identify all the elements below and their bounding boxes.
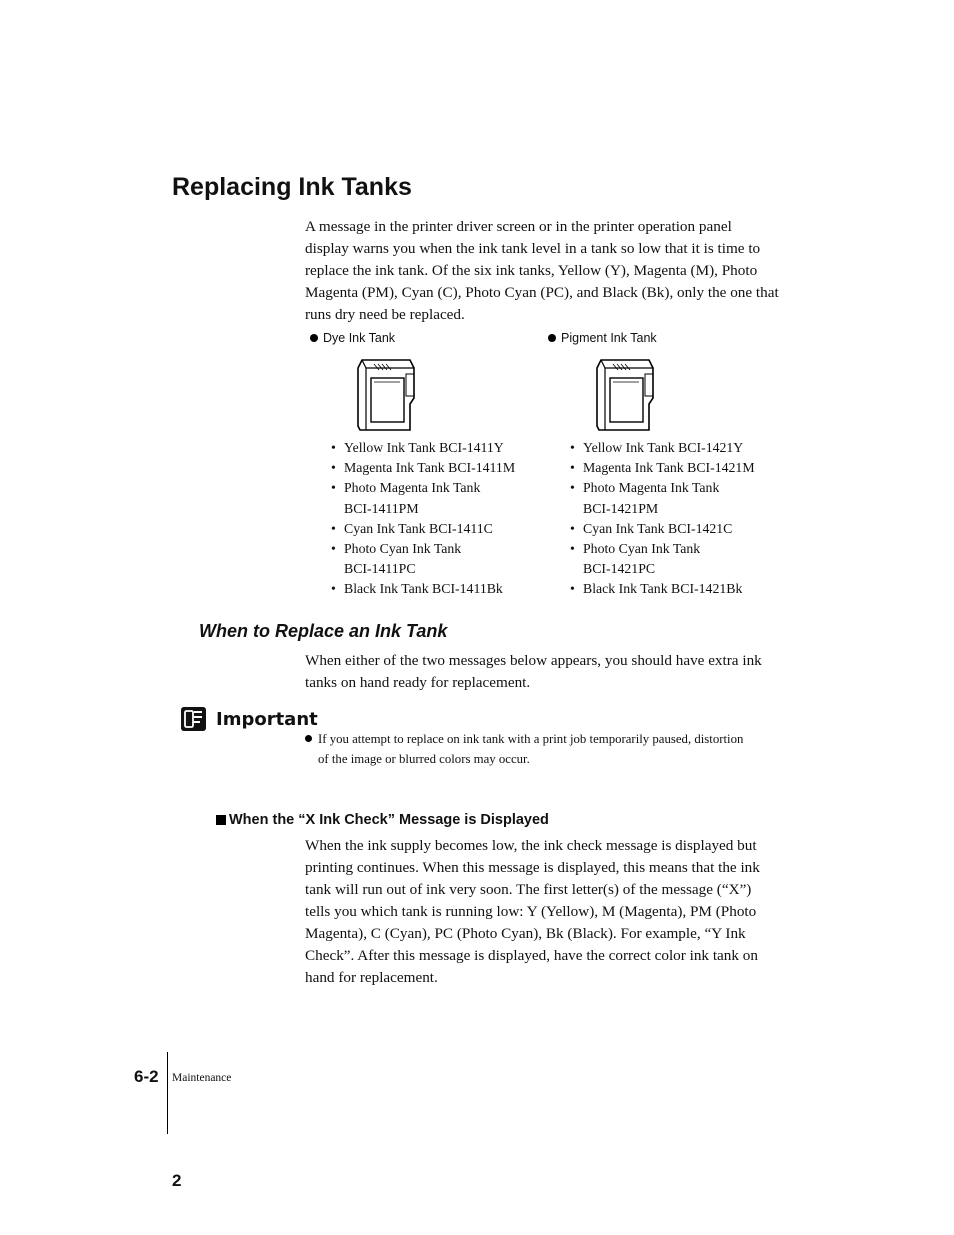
- when-to-replace-heading: When to Replace an Ink Tank: [199, 621, 448, 641]
- bullet-dot-icon: [305, 735, 312, 742]
- list-item: • Yellow Ink Tank BCI-1421Y: [570, 438, 780, 458]
- pigment-tank-list: [570, 438, 780, 600]
- bullet-dot-icon: [310, 334, 318, 342]
- page-number: 2: [172, 1171, 182, 1190]
- list-item: • Photo Magenta Ink Tank BCI-1421PM: [570, 478, 733, 518]
- pigment-column: [548, 330, 778, 346]
- important-note-line: of the image or blurred colors may occur.: [318, 752, 530, 766]
- important-note-text: If you attempt to replace on ink tank with a print job temporarily paused, distortion: [318, 732, 744, 746]
- page-title: Replacing Ink Tanks: [172, 173, 412, 201]
- important-icon: [181, 707, 206, 731]
- ink-check-paragraph: When the ink supply becomes low, the ink check message is displayed but printing continues. When this message is displayed, this means that the ink tank will run out of ink very soon. The first letter(s) of the message (“X”) tells you which tank is running low: Y (Yellow), M (Magenta), PM (Photo Magenta), C (Cyan), PC (Photo Cyan), Bk (Black). For example, “Y Ink Check”. After this message is displayed, have the correct color ink tank on hand for replacement.: [305, 837, 760, 986]
- when-to-replace-paragraph: When either of the two messages below appears, you should have extra ink tanks on hand ready for replacement.: [305, 652, 762, 691]
- bullet-dot-icon: [548, 334, 556, 342]
- pigment-ink-tank-icon: [591, 356, 657, 434]
- important-note-line: [305, 729, 783, 749]
- list-item: • Magenta Ink Tank BCI-1411M: [331, 458, 541, 478]
- important-note: [305, 729, 783, 769]
- list-item: • Cyan Ink Tank BCI-1421C: [570, 519, 780, 539]
- chapter-name: Maintenance: [172, 1072, 232, 1084]
- ink-check-heading-label: When the “X Ink Check” Message is Displayed: [229, 812, 549, 828]
- list-item: • Photo Magenta Ink Tank BCI-1411PM: [331, 478, 494, 518]
- pigment-heading-label: Pigment Ink Tank: [561, 331, 657, 345]
- list-item: • Magenta Ink Tank BCI-1421M: [570, 458, 780, 478]
- list-item: • Cyan Ink Tank BCI-1411C: [331, 519, 541, 539]
- important-label: Important: [216, 709, 318, 730]
- dye-heading-label: Dye Ink Tank: [323, 331, 396, 345]
- list-item: • Black Ink Tank BCI-1411Bk: [331, 579, 541, 599]
- dye-column: [310, 330, 540, 346]
- pigment-heading: [548, 330, 778, 346]
- list-item: • Yellow Ink Tank BCI-1411Y: [331, 438, 541, 458]
- chapter-number: 6-2: [134, 1067, 159, 1086]
- list-item: • Photo Cyan Ink Tank BCI-1411PC: [331, 539, 484, 579]
- ink-check-heading: [216, 810, 549, 830]
- dye-ink-tank-icon: [352, 356, 418, 434]
- dye-tank-list: [331, 438, 541, 600]
- list-item: • Photo Cyan Ink Tank BCI-1421PC: [570, 539, 723, 579]
- intro-paragraph: A message in the printer driver screen or in the printer operation panel display warns you when the ink tank level in a tank so low that it is time to replace the ink tank. Of the six ink tanks, Yellow (Y), Magenta (M), Photo Magenta (PM), Cyan (C), Photo Cyan (PC), and Black (Bk), only the one that runs dry need be replaced.: [305, 218, 779, 323]
- dye-heading: [310, 330, 540, 346]
- square-bullet-icon: [216, 815, 226, 825]
- list-item: • Black Ink Tank BCI-1421Bk: [570, 579, 780, 599]
- footer-divider: [167, 1052, 168, 1134]
